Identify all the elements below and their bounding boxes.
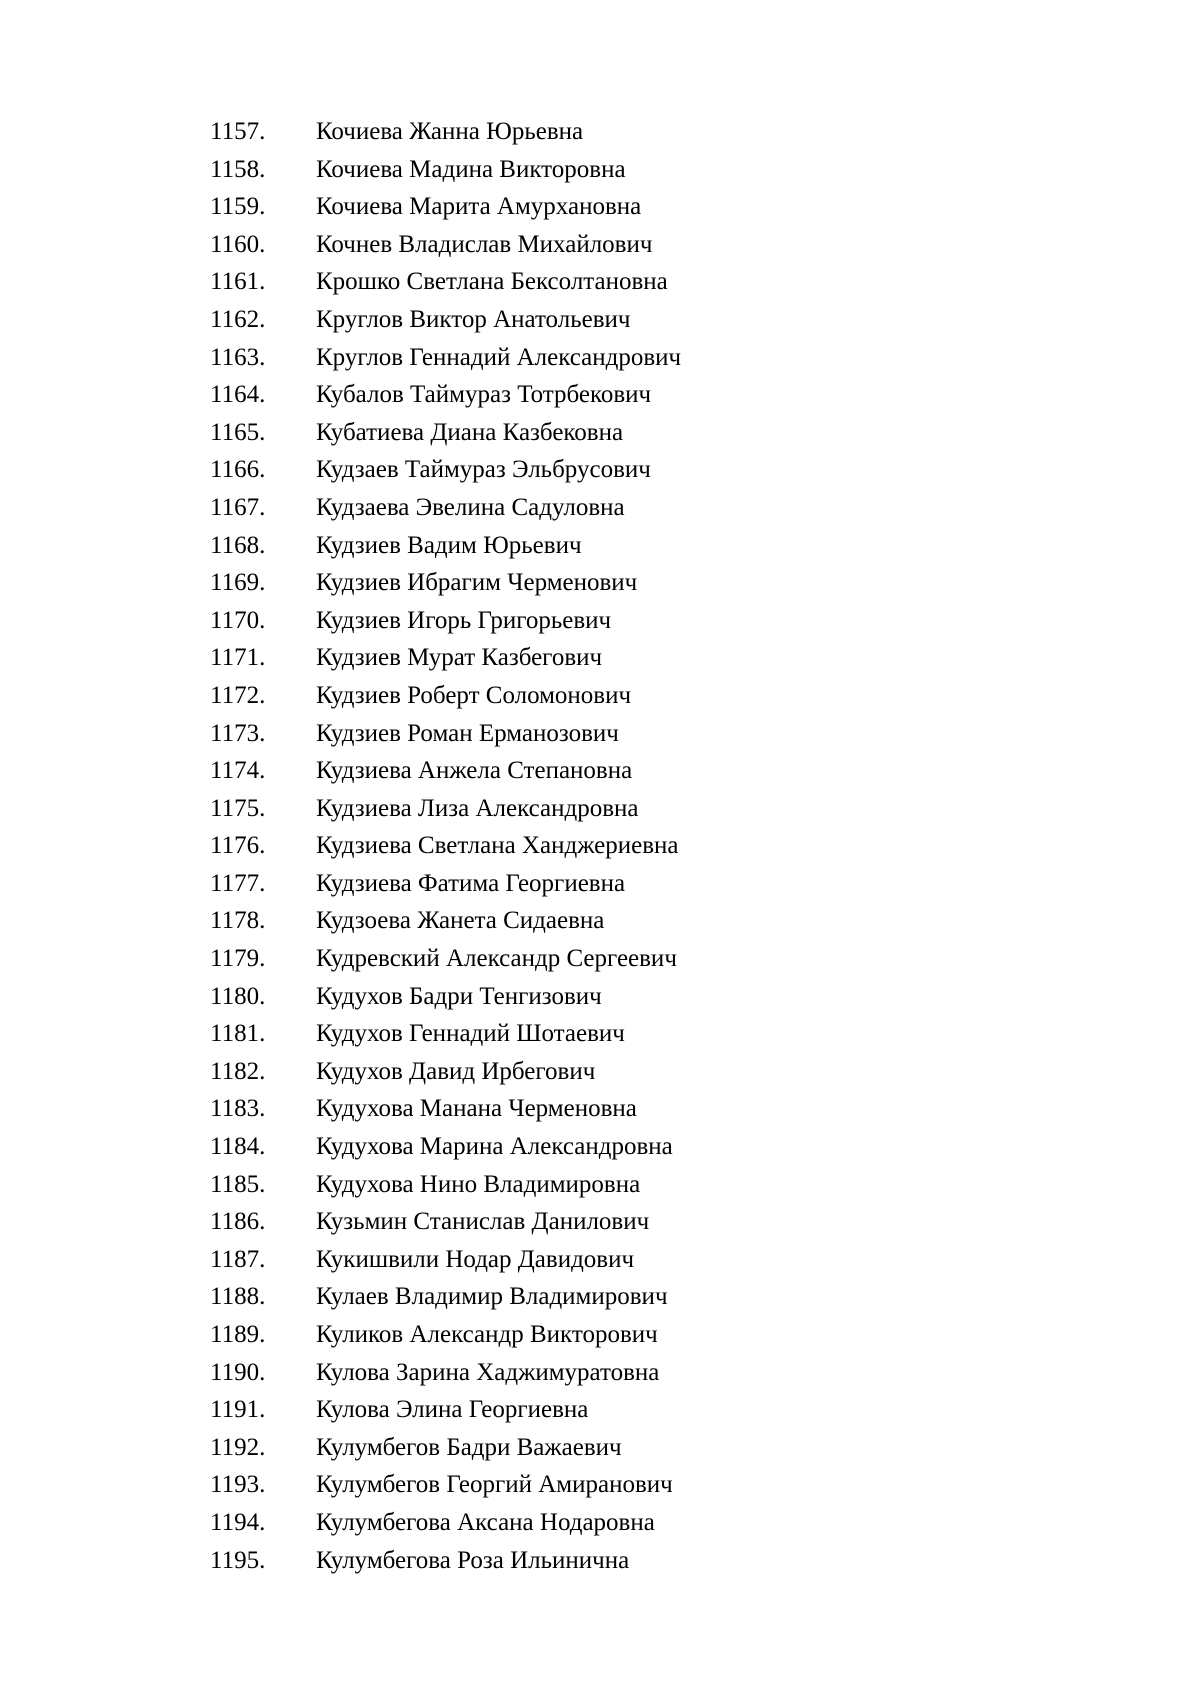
list-item <box>0 1203 1200 1241</box>
entry-name: Кочнев Владислав Михайлович <box>316 230 653 258</box>
entry-number: 1158. <box>210 155 266 183</box>
entry-number: 1194. <box>210 1508 266 1536</box>
entry-name: Круглов Виктор Анатольевич <box>316 305 631 333</box>
entry-number: 1178. <box>210 907 266 935</box>
list-item <box>0 263 1200 301</box>
entry-number: 1169. <box>210 569 266 597</box>
entry-name: Кудзиев Вадим Юрьевич <box>316 531 582 559</box>
entry-number: 1186. <box>210 1208 266 1236</box>
entry-number: 1170. <box>210 606 266 634</box>
list-item <box>0 226 1200 264</box>
entry-number: 1174. <box>210 757 266 785</box>
entry-number: 1160. <box>210 230 266 258</box>
entry-number: 1173. <box>210 719 266 747</box>
entry-name: Кудухова Марина Александровна <box>316 1133 673 1161</box>
list-item <box>0 790 1200 828</box>
entry-name: Кудзиева Анжела Степановна <box>316 757 633 785</box>
entry-number: 1177. <box>210 869 266 897</box>
entry-number: 1168. <box>210 531 266 559</box>
entry-number: 1191. <box>210 1396 266 1424</box>
list-item <box>0 715 1200 753</box>
entry-name: Кудзиева Светлана Ханджериевна <box>316 832 679 860</box>
entry-name: Кудревский Александр Сергеевич <box>316 945 677 973</box>
list-item <box>0 564 1200 602</box>
name-list <box>0 113 1200 1579</box>
list-item <box>0 113 1200 151</box>
entry-number: 1190. <box>210 1358 266 1386</box>
entry-name: Кулумбегов Бадри Важаевич <box>316 1433 622 1461</box>
list-item <box>0 978 1200 1016</box>
list-item <box>0 677 1200 715</box>
entry-number: 1163. <box>210 343 266 371</box>
entry-number: 1187. <box>210 1245 266 1273</box>
entry-number: 1188. <box>210 1283 266 1311</box>
entry-number: 1182. <box>210 1057 266 1085</box>
entry-name: Кудзиев Игорь Григорьевич <box>316 606 612 634</box>
entry-name: Кочиева Жанна Юрьевна <box>316 118 584 145</box>
entry-number: 1189. <box>210 1321 266 1348</box>
list-item <box>0 1504 1200 1542</box>
entry-name: Кочиева Марита Амурхановна <box>316 193 642 221</box>
list-item <box>0 1090 1200 1128</box>
list-item <box>0 1542 1200 1580</box>
list-item <box>0 865 1200 903</box>
entry-name: Кудухов Геннадий Шотаевич <box>316 1020 625 1048</box>
entry-number: 1180. <box>210 982 266 1010</box>
entry-name: Кудзаев Таймураз Эльбрусович <box>316 456 651 484</box>
list-item <box>0 752 1200 790</box>
entry-number: 1159. <box>210 193 266 221</box>
entry-name: Кудзаева Эвелина Садуловна <box>316 493 625 521</box>
entry-number: 1179. <box>210 945 266 973</box>
entry-name: Кудзиев Ибрагим Черменович <box>316 569 638 597</box>
entry-number: 1181. <box>210 1020 266 1048</box>
entry-number: 1166. <box>210 456 266 484</box>
list-item <box>0 639 1200 677</box>
list-item <box>0 414 1200 452</box>
entry-name: Круглов Геннадий Александрович <box>316 343 682 371</box>
entry-name: Кулаев Владимир Владимирович <box>316 1283 668 1311</box>
entry-number: 1165. <box>210 418 266 446</box>
list-item <box>0 151 1200 189</box>
list-item <box>0 1278 1200 1316</box>
list-item <box>0 301 1200 339</box>
list-item <box>0 1015 1200 1053</box>
entry-name: Кудухов Давид Ирбегович <box>316 1057 596 1085</box>
list-item <box>0 489 1200 527</box>
list-item <box>0 1354 1200 1392</box>
list-item <box>0 1466 1200 1504</box>
list-item <box>0 1316 1200 1354</box>
entry-name: Кудзиева Лиза Александровна <box>316 794 639 822</box>
entry-name: Куликов Александр Викторович <box>316 1321 658 1348</box>
entry-number: 1184. <box>210 1133 266 1161</box>
entry-number: 1193. <box>210 1471 266 1499</box>
entry-number: 1161. <box>210 268 266 296</box>
list-item <box>0 940 1200 978</box>
entry-name: Кулумбегов Георгий Амиранович <box>316 1471 673 1499</box>
entry-name: Кубалов Таймураз Тотрбекович <box>316 381 652 409</box>
list-item <box>0 827 1200 865</box>
entry-name: Кудухова Манана Черменовна <box>316 1095 637 1123</box>
entry-number: 1172. <box>210 681 266 709</box>
entry-number: 1164. <box>210 381 266 409</box>
entry-name: Кудзиев Роберт Соломонович <box>316 681 632 709</box>
entry-name: Кузьмин Станислав Данилович <box>316 1208 650 1236</box>
list-item <box>0 1166 1200 1204</box>
entry-number: 1167. <box>210 493 266 521</box>
list-item <box>0 1053 1200 1091</box>
entry-name: Кулумбегова Роза Ильинична <box>316 1546 630 1574</box>
entry-number: 1175. <box>210 794 266 822</box>
entry-name: Кулова Зарина Хаджимуратовна <box>316 1358 660 1386</box>
entry-name: Кубатиева Диана Казбековна <box>316 418 624 446</box>
entry-number: 1162. <box>210 305 266 333</box>
list-item <box>0 1429 1200 1467</box>
list-item <box>0 188 1200 226</box>
entry-number: 1192. <box>210 1433 266 1461</box>
entry-name: Кудзиев Роман Ерманозович <box>316 719 619 747</box>
entry-name: Кудухова Нино Владимировна <box>316 1170 641 1198</box>
list-item <box>0 602 1200 640</box>
entry-name: Кудзиева Фатима Георгиевна <box>316 869 626 897</box>
list-item <box>0 1391 1200 1429</box>
list-item <box>0 339 1200 377</box>
entry-name: Кудухов Бадри Тенгизович <box>316 982 602 1010</box>
entry-number: 1157. <box>210 118 266 145</box>
entry-number: 1183. <box>210 1095 266 1123</box>
entry-name: Кукишвили Нодар Давидович <box>316 1245 635 1273</box>
entry-name: Кулова Элина Георгиевна <box>316 1396 589 1424</box>
entry-name: Кочиева Мадина Викторовна <box>316 155 626 183</box>
entry-number: 1195. <box>210 1546 266 1574</box>
list-item <box>0 1128 1200 1166</box>
list-item <box>0 376 1200 414</box>
entry-name: Кудзиев Мурат Казбегович <box>316 644 603 672</box>
entry-number: 1171. <box>210 644 266 672</box>
entry-name: Крошко Светлана Бексолтановна <box>316 268 668 296</box>
entry-name: Кулумбегова Аксана Нодаровна <box>316 1508 655 1536</box>
entry-number: 1176. <box>210 832 266 860</box>
list-item <box>0 451 1200 489</box>
entry-number: 1185. <box>210 1170 266 1198</box>
list-item <box>0 527 1200 565</box>
list-item <box>0 902 1200 940</box>
entry-name: Кудзоева Жанета Сидаевна <box>316 907 605 935</box>
list-item <box>0 1241 1200 1279</box>
